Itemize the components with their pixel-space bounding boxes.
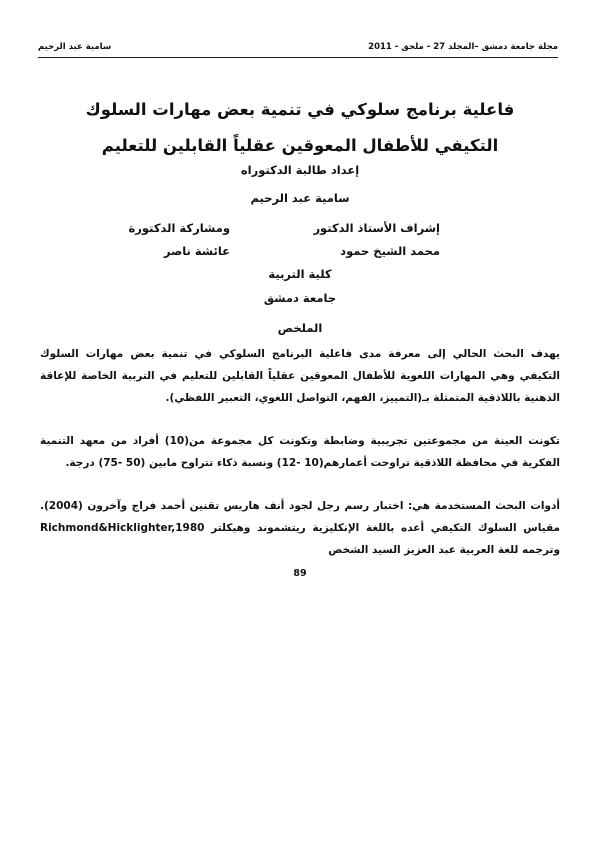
- page-number: 89: [293, 568, 307, 579]
- abstract-heading: الملخص: [277, 321, 323, 335]
- supervisors-names: [60, 244, 540, 262]
- supervisors-labels: [60, 221, 540, 239]
- title-line-2: التكيفي للأطفال المعوقين عقلياً القابلين للتعليم: [101, 136, 499, 155]
- prepared-by: إعداد طالبة الدكتوراه: [240, 163, 360, 177]
- abstract-paragraph-3: أدوات البحث المستخدمة هي: اختبار رسم رجل لجود أنف هاريس تقنين أحمد فراج وآخرون (2004). مقياس السلوك التكيفي أعده باللغة الإنكليزية ريتشموند وهيكلتر Richmond&Hicklighter,1980 وترجمه للغة العربية عبد العزيز السيد الشخص: [40, 500, 560, 556]
- author-name: سامية عبد الرحيم: [250, 191, 350, 205]
- abstract-paragraph-1: يهدف البحث الحالي إلى معرفة مدى فاعلية البرنامج السلوكي في تنمية بعض مهارات السلوك التكيفي وهي المهارات اللغوية للأطفال المعوقين عقلياً القابلين للتعليم في التربية الخاصة للإعاقة الذهنية باللاذقية المتمثلة بـ(التمييز، الفهم، التواصل اللغوي، التعبير اللفظي).: [40, 348, 560, 404]
- supervisor-label: إشراف الأستاذ الدكتور: [313, 221, 440, 235]
- university-name: جامعة دمشق: [263, 291, 337, 305]
- header-rule: [38, 57, 558, 58]
- faculty-name: كلية التربية: [268, 267, 332, 281]
- running-author: سامية عبد الرحيم: [38, 42, 112, 52]
- co-supervisor-label: ومشاركة الدكتورة: [128, 221, 230, 235]
- abstract-paragraph-2: تكونت العينة من مجموعتين تجريبية وضابطة وتكونت كل مجموعة من(10) أفراد من معهد التنمية الفكرية في محافظة اللاذقية تراوحت أعمارهم(10 -12) ونسبة ذكاء تتراوح مابين (50 -75) درجة.: [40, 435, 560, 469]
- supervisor-name: محمد الشيخ حمود: [340, 244, 440, 258]
- title-line-1: فاعلية برنامج سلوكي في تنمية بعض مهارات السلوك: [85, 100, 515, 119]
- journal-reference: مجلة جامعة دمشق –المجلد 27 - ملحق - 2011: [368, 42, 558, 52]
- paper-title: [60, 92, 540, 164]
- running-header: [38, 42, 558, 56]
- co-supervisor-name: عائشة ناصر: [163, 244, 230, 258]
